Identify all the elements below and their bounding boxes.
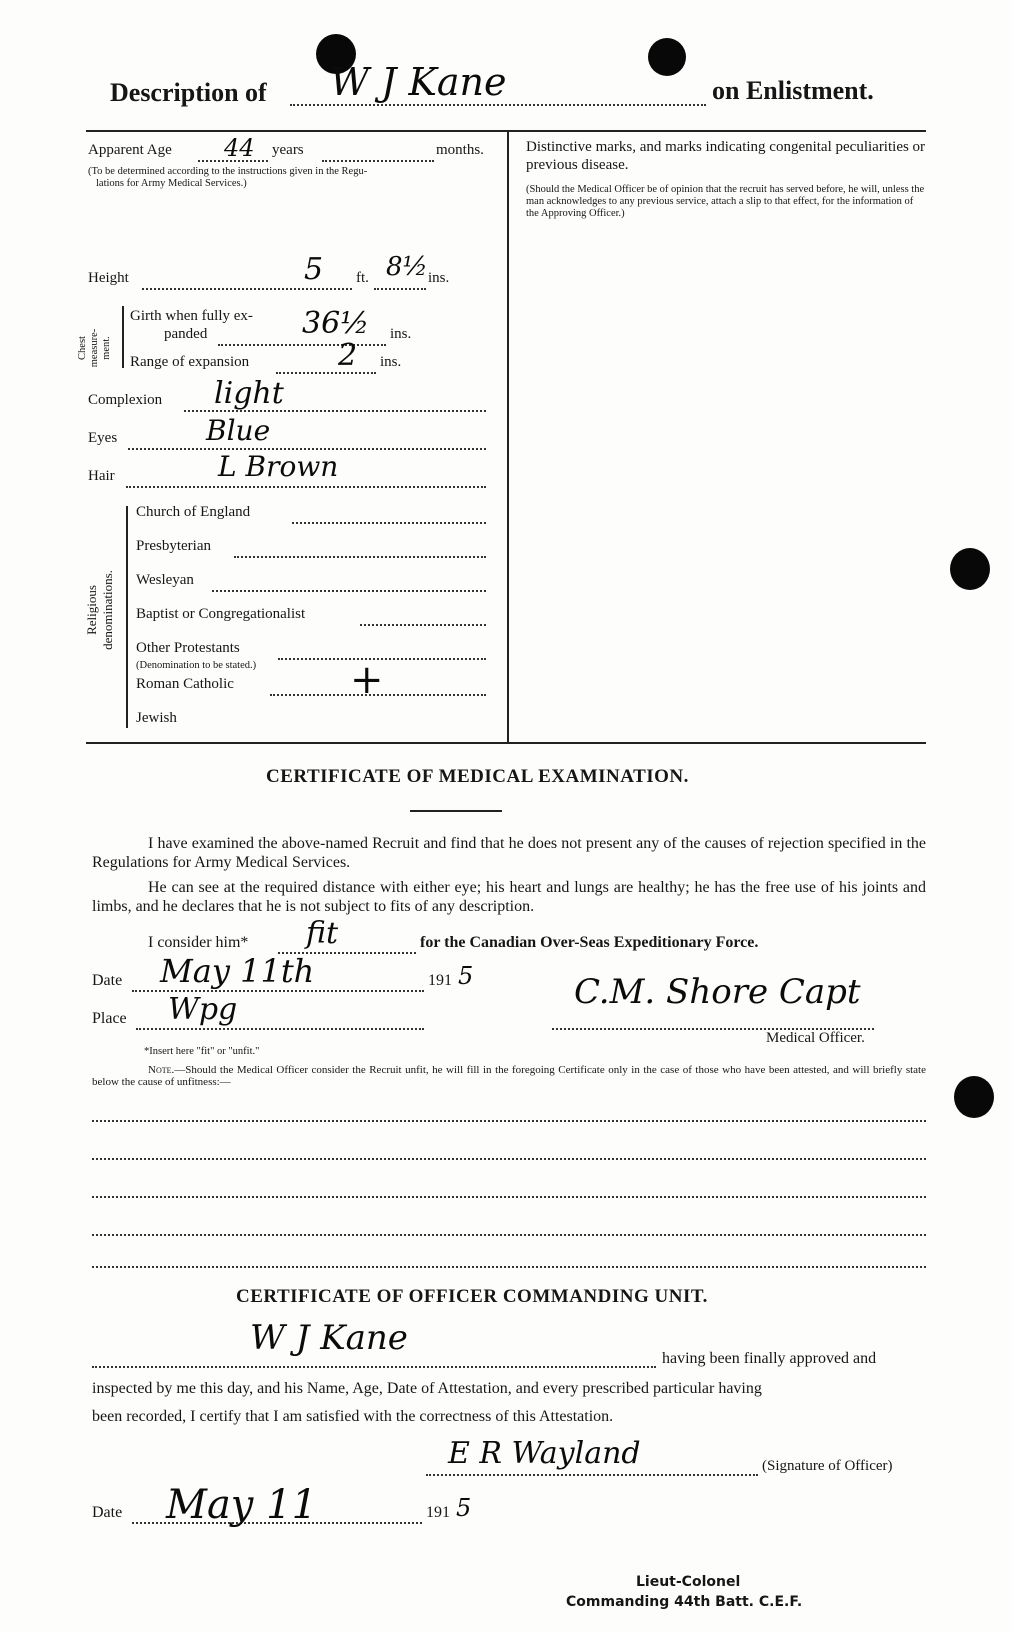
commanding-signature-line	[426, 1474, 758, 1476]
religion-group-label	[84, 548, 124, 672]
girth-label-1: Girth when fully ex-	[130, 308, 253, 324]
commanding-officer-signature: E R Wayland	[448, 1436, 641, 1471]
years-label: years	[272, 142, 304, 158]
note-text: —Should the Medical Officer consider the Recruit unfit, he will fill in the foregoing Certificate only in the case of those who have been attested, and will briefly state below the cause of unfitness:—	[92, 1064, 926, 1088]
stamp-line-1: Lieut-Colonel	[636, 1574, 741, 1590]
height-ft-value: 5	[304, 252, 324, 287]
range-label: Range of expansion	[130, 354, 250, 370]
medical-para-2: He can see at the required distance with either eye; his heart and lungs are healthy; he has the free use of his joints and limbs, and he declares that he is not subject to fits of any description.	[92, 879, 926, 915]
place-line	[136, 1028, 424, 1030]
religion-line-1	[292, 522, 486, 524]
religion-brace	[126, 506, 128, 728]
chest-label	[77, 303, 121, 393]
range-value: 2	[338, 338, 358, 373]
eyes-value: Blue	[206, 414, 271, 447]
height-label: Height	[88, 270, 129, 286]
section-rule	[86, 742, 926, 744]
complexion-value: light	[214, 376, 284, 411]
title-prefix: Description of	[110, 78, 267, 107]
consider-label: I consider him*	[148, 934, 249, 951]
title-name-handwritten: W J Kane	[330, 60, 507, 104]
religion-line-4	[360, 624, 486, 626]
consider-value: fit	[306, 916, 339, 951]
stamp-line-2: Commanding 44th Batt. C.E.F.	[566, 1594, 803, 1610]
medical-officer-label: Medical Officer.	[766, 1030, 865, 1046]
punch-hole-right-upper	[950, 548, 990, 590]
note-label: Note.	[148, 1064, 175, 1076]
place-label: Place	[92, 1010, 127, 1027]
hair-value: L Brown	[218, 450, 339, 483]
medical-date-label: Date	[92, 972, 123, 989]
unfitness-line-1	[92, 1120, 926, 1122]
religion-church-of-england: Church of England	[136, 504, 251, 520]
medical-year-prefix: 191	[428, 972, 452, 989]
distinctive-marks-note: (Should the Medical Officer be of opinion that the recruit has served before, he will, unless the man acknowledges to any previous service, attach a slip to that effect, for the information of the Approving Officer.)	[526, 184, 925, 219]
religion-jewish: Jewish	[136, 710, 177, 726]
eyes-label: Eyes	[88, 430, 118, 446]
medical-note	[92, 1064, 926, 1088]
distinctive-marks-heading: Distinctive marks, and marks indicating congenital peculiarities or previous disease.	[526, 139, 926, 173]
medical-year-digit: 5	[458, 962, 474, 990]
unfitness-line-5	[92, 1266, 926, 1268]
medical-date-value: May 11th	[160, 952, 315, 990]
top-rule	[86, 130, 926, 132]
commanding-heading: CERTIFICATE OF OFFICER COMMANDING UNIT.	[236, 1286, 708, 1307]
girth-label-2: panded	[164, 326, 208, 342]
commanding-signature-label: (Signature of Officer)	[762, 1458, 893, 1474]
range-line	[276, 372, 376, 374]
religion-group-label-2: denominations.	[100, 570, 115, 650]
unfitness-line-2	[92, 1158, 926, 1160]
medical-heading-rule	[410, 810, 502, 812]
medical-officer-signature: C.M. Shore Capt	[574, 972, 861, 1012]
commanding-text-1: having been finally approved and	[662, 1350, 877, 1367]
chest-label-1: Chest	[77, 336, 88, 360]
medical-para-1: I have examined the above-named Recruit and find that he does not present any of the causes of rejection specified in the Regulations for Army Medical Services.	[92, 835, 926, 871]
religion-other-note: (Denomination to be stated.)	[136, 660, 257, 671]
girth-line	[218, 344, 386, 346]
roman-catholic-mark: +	[350, 657, 384, 703]
religion-baptist: Baptist or Congregationalist	[136, 606, 306, 622]
religion-other-protestants: Other Protestants	[136, 640, 240, 656]
medical-heading: CERTIFICATE OF MEDICAL EXAMINATION.	[266, 766, 689, 787]
chest-brace	[122, 306, 124, 368]
complexion-label: Complexion	[88, 392, 163, 408]
months-label: months.	[436, 142, 484, 158]
ins-label-height: ins.	[428, 270, 450, 286]
commanding-text-3: been recorded, I certify that I am satisfied with the correctness of this Attestation.	[92, 1408, 614, 1425]
chest-label-2: measure-	[89, 328, 100, 368]
place-value: Wpg	[168, 992, 238, 1027]
religion-wesleyan: Wesleyan	[136, 572, 194, 588]
religion-roman-catholic: Roman Catholic	[136, 676, 234, 692]
religion-presbyterian: Presbyterian	[136, 538, 211, 554]
girth-value: 36½	[302, 306, 370, 341]
months-line	[322, 160, 434, 162]
age-value: 44	[224, 134, 255, 162]
hair-label: Hair	[88, 468, 115, 484]
punch-hole-top-right	[648, 38, 686, 76]
commanding-name-value: W J Kane	[250, 1318, 408, 1358]
column-divider	[507, 132, 509, 742]
apparent-age-label: Apparent Age	[88, 142, 172, 158]
unfitness-line-4	[92, 1234, 926, 1236]
commanding-date-label: Date	[92, 1504, 123, 1521]
ins-label-girth: ins.	[390, 326, 412, 342]
height-line	[142, 288, 352, 290]
unfitness-line-3	[92, 1196, 926, 1198]
punch-hole-right-lower	[954, 1076, 994, 1118]
height-in-line	[374, 288, 426, 290]
force-text: for the Canadian Over-Seas Expeditionary Force.	[420, 934, 759, 951]
religion-line-2	[234, 556, 486, 558]
hair-line	[126, 486, 486, 488]
ft-label: ft.	[356, 270, 369, 286]
ins-label-range: ins.	[380, 354, 402, 370]
insert-note: *Insert here "fit" or "unfit."	[144, 1046, 260, 1057]
title-name-line	[290, 104, 706, 106]
commanding-year-digit: 5	[456, 1494, 472, 1522]
religion-line-3	[212, 590, 486, 592]
age-note-2: lations for Army Medical Services.)	[96, 178, 247, 189]
height-in-value: 8½	[386, 252, 428, 282]
title-suffix: on Enlistment.	[712, 76, 874, 105]
chest-label-3: ment.	[101, 336, 112, 360]
commanding-name-line	[92, 1366, 656, 1368]
religion-group-label-1: Religious	[84, 585, 99, 635]
age-note-1: (To be determined according to the instructions given in the Regu-	[88, 166, 368, 177]
commanding-text-2: inspected by me this day, and his Name, Age, Date of Attestation, and every prescribed particular having	[92, 1380, 762, 1397]
commanding-date-value: May 11	[166, 1482, 318, 1528]
commanding-year-prefix: 191	[426, 1504, 450, 1521]
